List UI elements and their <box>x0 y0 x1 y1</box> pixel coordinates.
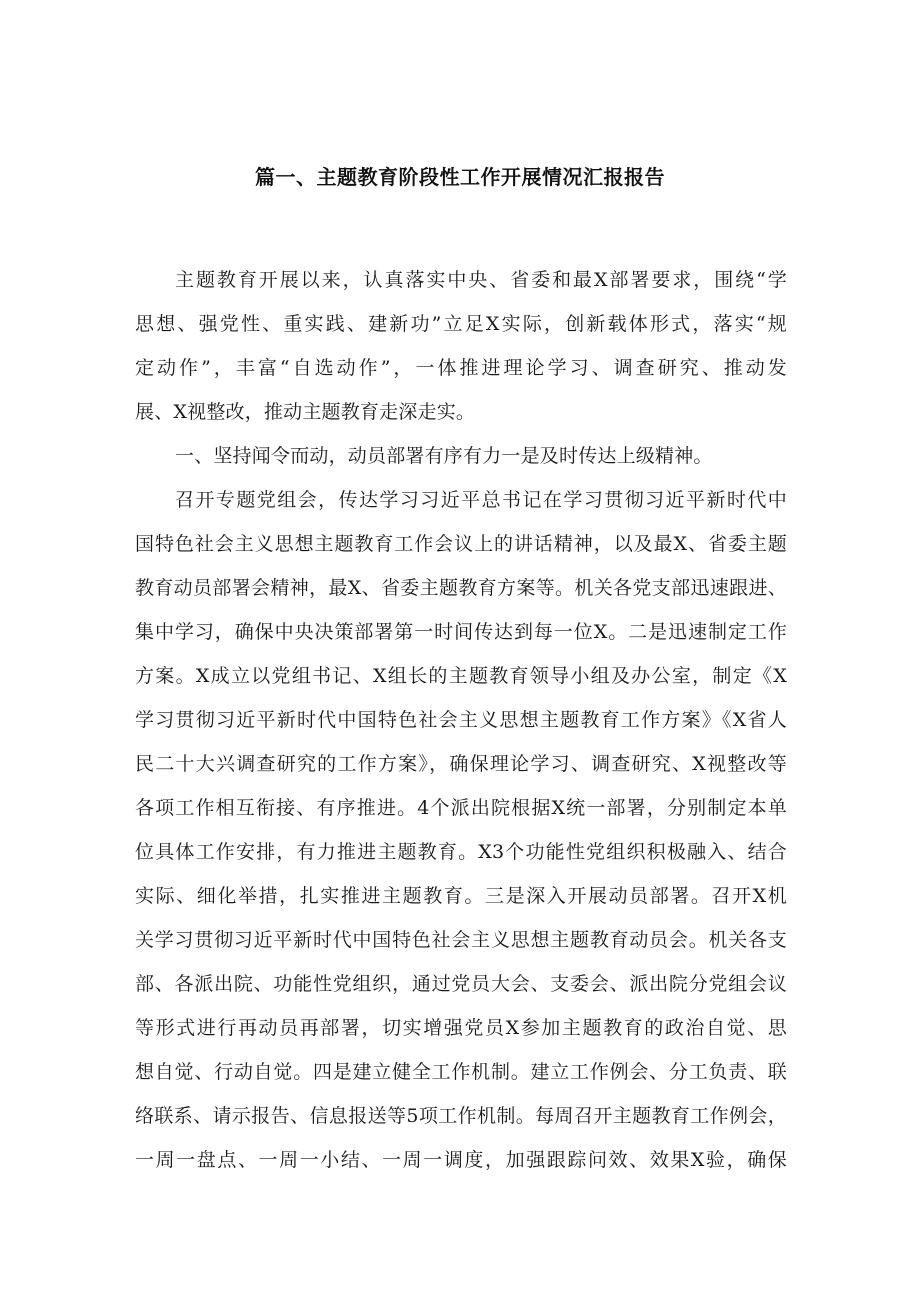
text-line: 思想、强党性、重实践、建新功”立足X实际，创新载体形式，落实“规 <box>135 313 787 335</box>
document-title: 篇一、主题教育阶段性工作开展情况汇报报告 <box>255 165 665 189</box>
text-line: 定动作”，丰富“自选动作”，一体推进理论学习、调查研究、推动发 <box>135 357 787 379</box>
text-line: 教育动员部署会精神，最X、省委主题教育方案等。机关各党支部迅速跟进、 <box>135 577 787 599</box>
paragraph-intro <box>135 258 787 434</box>
text-line: 位具体工作安排，有力推进主题教育。X3个功能性党组织积极融入、结合 <box>135 841 787 863</box>
paragraph-body <box>135 478 787 1182</box>
text-line: 一周一盘点、一周一小结、一周一调度，加强跟踪问效、效果X验，确保 <box>135 1149 787 1171</box>
text-line: 方案。X成立以党组书记、X组长的主题教育领导小组及办公室，制定《X <box>135 665 787 687</box>
text-line: 想自觉、行动自觉。四是建立健全工作机制。建立工作例会、分工负责、联 <box>135 1061 787 1083</box>
text-line: 集中学习，确保中央决策部署第一时间传达到每一位X。二是迅速制定工作 <box>135 621 787 643</box>
text-line: 学习贯彻习近平新时代中国特色社会主义思想主题教育工作方案》《X省人 <box>135 709 787 731</box>
text-line: 主题教育开展以来，认真落实中央、省委和最X部署要求，围绕“学 <box>175 269 787 291</box>
text-line: 召开专题党组会，传达学习习近平总书记在学习贯彻习近平新时代中 <box>175 489 787 511</box>
text-line: 关学习贯彻习近平新时代中国特色社会主义思想主题教育动员会。机关各支 <box>135 929 787 951</box>
text-line: 各项工作相互衔接、有序推进。4个派出院根据X统一部署，分别制定本单 <box>135 797 787 819</box>
paragraph-section-heading <box>135 434 787 478</box>
text-line: 实际、细化举措，扎实推进主题教育。三是深入开展动员部署。召开X机 <box>135 885 787 907</box>
text-line: 部、各派出院、功能性党组织，通过党员大会、支委会、派出院分党组会议 <box>135 973 787 995</box>
text-line: 等形式进行再动员再部署，切实增强党员X参加主题教育的政治自觉、思 <box>135 1017 787 1039</box>
text-line: 一、坚持闻令而动，动员部署有序有力一是及时传达上级精神。 <box>175 445 713 467</box>
text-line: 国特色社会主义思想主题教育工作会议上的讲话精神，以及最X、省委主题 <box>135 533 787 555</box>
text-line: 民二十大兴调查研究的工作方案》，确保理论学习、调查研究、X视整改等 <box>135 753 787 775</box>
text-line: 络联系、请示报告、信息报送等5项工作机制。每周召开主题教育工作例会， <box>135 1105 787 1127</box>
text-line: 展、X视整改，推动主题教育走深走实。 <box>135 401 476 423</box>
